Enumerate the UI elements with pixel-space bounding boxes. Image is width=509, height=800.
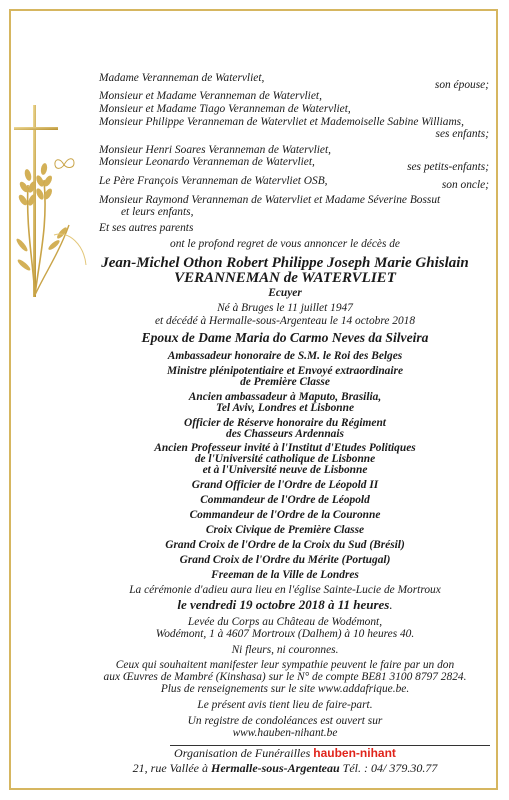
spouse-line: Epoux de Dame Maria do Carmo Neves da Silveira (141, 330, 429, 345)
register-url[interactable]: www.hauben-nihant.be (232, 727, 338, 739)
notice-line: Le présent avis tient lieu de faire-part. (197, 699, 373, 711)
flowers-line: Ni fleurs, ni couronnes. (231, 644, 339, 656)
title-line: de Première Classe (240, 376, 330, 388)
family-relation: ses enfants; (435, 128, 489, 140)
ceremony-line: La cérémonie d'adieu aura lieu en l'église Sainte-Lucie de Mortroux (129, 584, 441, 596)
deceased-surname: VERANNEMAN de WATERVLIET (174, 270, 396, 286)
title-line: de l'Université catholique de Lisbonne (194, 453, 376, 465)
family-line: Monsieur Leonardo Veranneman de Watervliet, (99, 156, 315, 168)
title-line: Commandeur de l'Ordre de la Couronne (189, 509, 381, 521)
family-line: Monsieur Philippe Veranneman de Watervliet et Mademoiselle Sabine Williams, (99, 116, 464, 128)
title-line: Ministre plénipotentiaire et Envoyé extraordinaire (166, 365, 404, 377)
title-line: et à l'Université neuve de Lisbonne (202, 464, 368, 476)
family-line: Le Père François Veranneman de Watervliet OSB, (99, 175, 328, 187)
title-line: Ambassadeur honoraire de S.M. le Roi des Belges (167, 350, 403, 362)
family-line: et leurs enfants, (121, 206, 194, 218)
footer-town: Hermalle-sous-Argenteau (210, 761, 340, 775)
title-line: des Chasseurs Ardennais (226, 428, 344, 440)
footer-org-prefix: Organisation de Funérailles (174, 746, 314, 760)
family-line: Monsieur Henri Soares Veranneman de Watervliet, (99, 144, 331, 156)
title-line: Ancien Professeur invité à l'Institut d'Etudes Politiques (154, 442, 416, 454)
title-line: Ancien ambassadeur à Maputo, Brasilia, (188, 391, 382, 403)
footer-addr-prefix: 21, rue Vallée à (132, 761, 211, 775)
announcement: ont le profond regret de vous annoncer le décès de (170, 238, 400, 250)
sympathy-line: aux Œuvres de Mambré (Kinshasa) sur le N° de compte BE81 3100 8797 2824. (103, 671, 467, 683)
title-line: Commandeur de l'Ordre de Léopold (200, 494, 370, 506)
footer-organisation (70, 747, 500, 759)
sympathy-line: Ceux qui souhaitent manifester leur sympathie peuvent le faire par un don (115, 659, 455, 671)
ceremony-date: le vendredi 19 octobre 2018 à 11 heures (177, 597, 390, 612)
levee-line: Levée du Corps au Château de Wodémont, (187, 616, 383, 628)
title-line: Freeman de la Ville de Londres (211, 569, 359, 581)
family-line: Madame Veranneman de Watervliet, (99, 72, 265, 84)
birth-line: Né à Bruges le 11 juillet 1947 (217, 302, 353, 314)
levee-address: Wodémont, 1 à 4607 Mortroux (Dalhem) à 10 heures 40. (155, 628, 415, 640)
brand-logo: hauben-nihant (313, 746, 396, 760)
title-line: Grand Officier de l'Ordre de Léopold II (191, 479, 379, 491)
death-line: et décédé à Hermalle-sous-Argenteau le 14 octobre 2018 (154, 315, 416, 327)
family-line: Monsieur et Madame Tiago Veranneman de Watervliet, (99, 103, 351, 115)
sympathy-line: Plus de renseignements sur le site www.addafrique.be. (160, 683, 410, 695)
family-line: Monsieur Raymond Veranneman de Watervliet et Madame Séverine Bossut (99, 194, 441, 206)
title-line: Grand Croix de l'Ordre de la Croix du Sud (Brésil) (165, 539, 405, 551)
family-relation: son épouse; (434, 79, 489, 91)
family-line: Monsieur et Madame Veranneman de Watervliet, (99, 90, 322, 102)
ceremony-date-line (70, 598, 500, 612)
register-line: Un registre de condoléances est ouvert sur (187, 715, 383, 727)
title-line: Croix Civique de Première Classe (205, 524, 365, 536)
family-line: Et ses autres parents (99, 222, 194, 234)
family-relation: ses petits-enfants; (407, 161, 489, 173)
title-line: Tel Aviv, Londres et Lisbonne (215, 402, 355, 414)
title-line: Officier de Réserve honoraire du Régiment (184, 417, 386, 429)
footer-address (70, 762, 500, 774)
deceased-name: Jean-Michel Othon Robert Philippe Joseph Marie Ghislain (101, 255, 469, 271)
title-line: Grand Croix de l'Ordre du Mérite (Portugal) (179, 554, 391, 566)
family-relation: son oncle; (441, 179, 489, 191)
footer-phone: Tél. : 04/ 379.30.77 (339, 761, 438, 775)
ceremony-date-end: . (389, 597, 393, 612)
deceased-rank: Ecuyer (268, 287, 302, 299)
